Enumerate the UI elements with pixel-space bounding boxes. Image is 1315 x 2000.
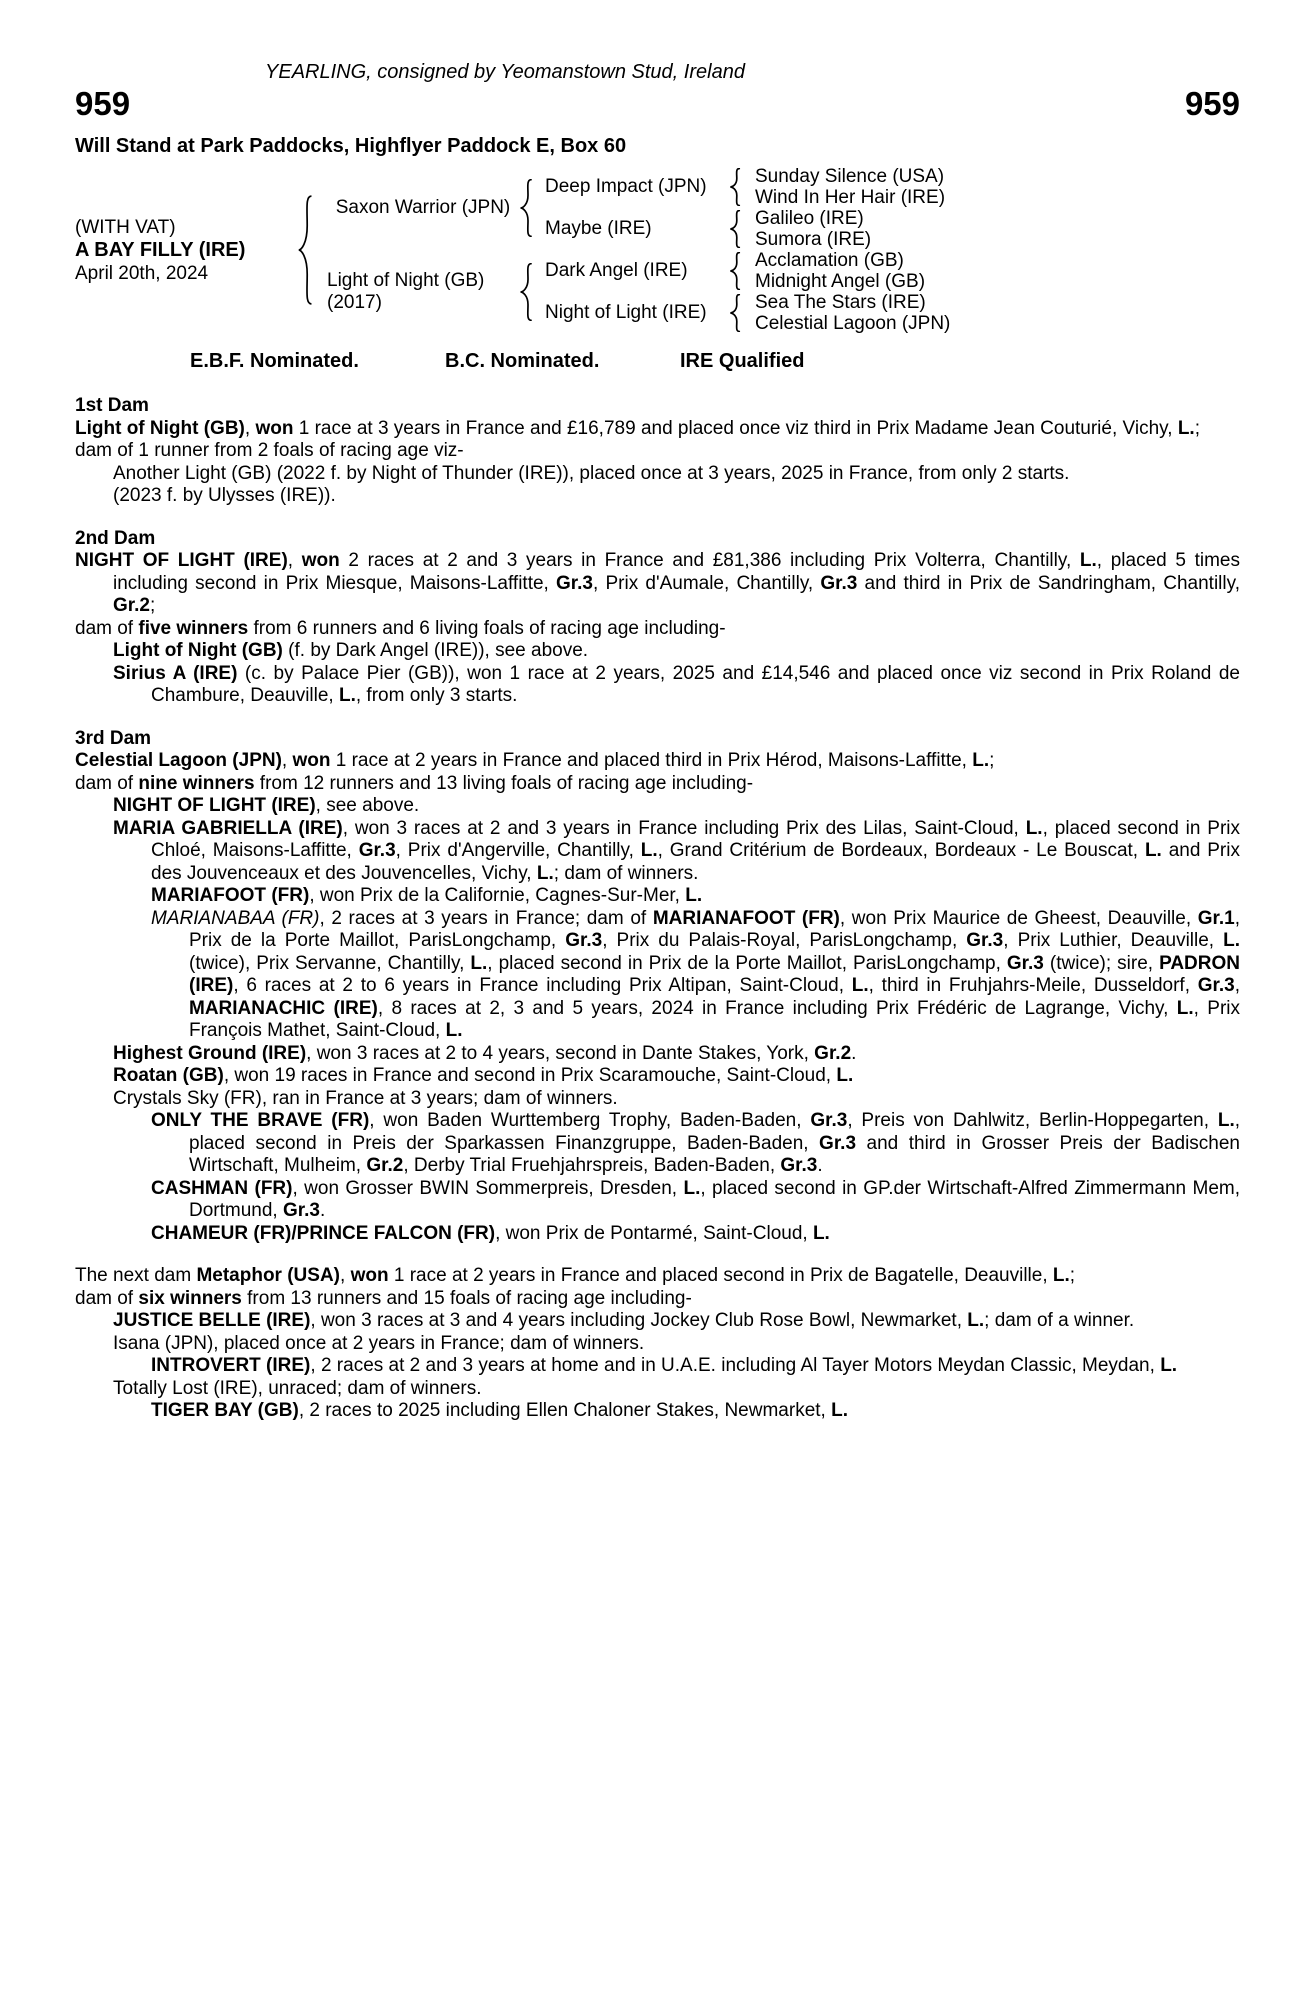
text-segment: ; bbox=[1069, 1265, 1076, 1286]
text-segment: Roatan (GB) bbox=[113, 1065, 224, 1086]
pedigree-paragraph bbox=[75, 440, 1240, 463]
text-segment: , Grand Critérium de Bordeaux, Bordeaux - Le Bouscat, bbox=[657, 840, 1145, 861]
text-segment: (twice); sire, bbox=[1043, 952, 1160, 974]
text-segment: L. bbox=[1177, 417, 1195, 439]
text-segment: TIGER BAY (GB) bbox=[151, 1400, 299, 1421]
text-segment: , placed second in Preis der Sparkassen Finanzgruppe, Baden-Baden, bbox=[189, 1110, 1241, 1154]
text-segment: L. bbox=[836, 1065, 854, 1086]
text-segment: Crystals Sky (FR), ran in France at 3 years; dam of winners. bbox=[113, 1087, 618, 1109]
pedigree-paragraph bbox=[75, 773, 1240, 796]
text-segment: Totally Lost (IRE), unraced; dam of winners. bbox=[113, 1377, 482, 1399]
text-segment: L. bbox=[1217, 1110, 1235, 1131]
text-segment: six winners bbox=[138, 1287, 242, 1309]
text-segment: , see above. bbox=[315, 795, 420, 816]
pedigree-paragraph bbox=[75, 818, 1240, 886]
pedigree-brace-gen2-4 bbox=[729, 292, 755, 334]
pedigree-paragraph bbox=[75, 750, 1240, 773]
dam-section bbox=[75, 1265, 1240, 1423]
text-segment: L. bbox=[1052, 1265, 1070, 1286]
pedigree-paragraph bbox=[75, 550, 1240, 618]
pedigree-paragraph bbox=[75, 1378, 1240, 1401]
text-segment: CHAMEUR (FR)/PRINCE FALCON (FR) bbox=[151, 1222, 496, 1244]
text-segment: 2 races at 2 and 3 years in France and £81,386 including Prix Volterra, Chantilly, bbox=[339, 550, 1080, 571]
text-segment: , Prix d'Aumale, Chantilly, bbox=[593, 572, 821, 594]
pedigree-paragraph bbox=[75, 1110, 1240, 1178]
text-segment: , won 3 races at 2 to 4 years, second in Dante Stakes, York, bbox=[306, 1042, 815, 1064]
text-segment: , third in Fruhjahrs-Meile, Dusseldorf, bbox=[868, 975, 1198, 996]
text-segment: , placed 5 times including second in Prix Miesque, Maisons-Laffitte, bbox=[113, 550, 1240, 594]
text-segment: MARIANAFOOT (FR) bbox=[652, 907, 840, 929]
text-segment: from 6 runners and 6 living foals of racing age including- bbox=[248, 617, 726, 639]
text-segment: Gr.3 bbox=[966, 930, 1004, 951]
text-segment: , won Prix Maurice de Gheest, Deauville, bbox=[839, 907, 1198, 929]
text-segment: Gr.1 bbox=[1197, 907, 1235, 929]
pedigree-table bbox=[75, 166, 1240, 334]
text-segment: Gr.3 bbox=[358, 840, 396, 861]
curly-brace-icon bbox=[297, 195, 314, 305]
text-segment: L. bbox=[1025, 817, 1043, 839]
text-segment: 1 race at 3 years in France and £16,789 and placed once viz third in Prix Madame Jean Couturié, Vichy, bbox=[293, 417, 1178, 439]
text-segment: L. bbox=[1223, 930, 1241, 951]
curly-brace-icon bbox=[729, 210, 742, 248]
text-segment: ONLY THE BRAVE (FR) bbox=[151, 1110, 370, 1131]
horse-info-block bbox=[75, 166, 297, 334]
text-segment: Gr.3 bbox=[565, 930, 603, 951]
text-segment: , won Grosser BWIN Sommerpreis, Dresden, bbox=[292, 1177, 684, 1199]
text-segment: , Prix Luthier, Deauville, bbox=[1003, 930, 1224, 951]
pedigree-paragraph bbox=[75, 1310, 1240, 1333]
text-segment: 1 race at 2 years in France and placed second in Prix de Bagatelle, Deauville, bbox=[388, 1265, 1053, 1286]
text-segment: MARIA GABRIELLA (IRE) bbox=[113, 817, 343, 839]
curly-brace-icon bbox=[519, 179, 534, 237]
text-segment: Gr.3 bbox=[819, 1132, 857, 1154]
curly-brace-icon bbox=[729, 252, 742, 290]
text-segment: Gr.3 bbox=[556, 572, 594, 594]
pedigree-paragraph bbox=[75, 1400, 1240, 1423]
text-segment: NIGHT OF LIGHT (IRE) bbox=[75, 550, 288, 571]
pedigree-brace-dam bbox=[519, 250, 545, 334]
text-segment: , bbox=[281, 750, 293, 771]
bc-nominated-label: B.C. Nominated. bbox=[445, 350, 600, 372]
text-segment: CASHMAN (FR) bbox=[151, 1177, 293, 1199]
text-segment: L. bbox=[536, 862, 554, 884]
text-segment: Another Light (GB) (2022 f. by Night of Thunder (IRE)), placed once at 3 years, 2025 in France, from only 2 starts. bbox=[113, 462, 1070, 484]
text-segment: JUSTICE BELLE (IRE) bbox=[113, 1310, 311, 1331]
text-segment: ; dam of winners. bbox=[553, 862, 699, 884]
pedigree-brace-gen2-3 bbox=[729, 250, 755, 292]
pedigree-brace-gen2-2 bbox=[729, 208, 755, 250]
text-segment: Light of Night (GB) bbox=[75, 417, 245, 439]
text-segment: Gr.3 bbox=[282, 1200, 320, 1221]
text-segment: L. bbox=[1160, 1355, 1178, 1376]
text-segment: , Preis von Dahlwitz, Berlin-Hoppegarten, bbox=[847, 1110, 1218, 1131]
text-segment: Gr.3 bbox=[820, 572, 858, 594]
text-segment: , from only 3 starts. bbox=[355, 685, 518, 706]
text-segment: and third in Grosser Preis der Badischen Wirtschaft, Mulheim, bbox=[189, 1132, 1240, 1176]
dam-sections bbox=[75, 395, 1240, 1423]
pedigree-paragraph bbox=[75, 663, 1240, 708]
text-segment: five winners bbox=[138, 617, 249, 639]
pedigree-gen3-6: Midnight Angel (GB) bbox=[755, 270, 926, 292]
text-segment: , 2 races to 2025 including Ellen Chaloner Stakes, Newmarket, bbox=[298, 1400, 832, 1421]
text-segment: , bbox=[244, 417, 256, 439]
text-segment: L. bbox=[683, 1177, 701, 1199]
text-segment: and third in Prix de Sandringham, Chantilly, bbox=[857, 572, 1240, 594]
text-segment: L. bbox=[1176, 997, 1194, 1019]
text-segment: Gr.3 bbox=[1006, 952, 1044, 974]
pedigree-paragraph bbox=[75, 640, 1240, 663]
text-segment: , 2 races at 3 years in France; dam of bbox=[319, 907, 653, 929]
ire-qualified-label: IRE Qualified bbox=[680, 350, 805, 372]
text-segment: ; bbox=[1194, 417, 1200, 439]
text-segment: MARIANABAA (FR) bbox=[151, 907, 320, 929]
text-segment: , bbox=[340, 1265, 351, 1286]
pedigree-brace-sire bbox=[519, 166, 545, 250]
pedigree-gen2-4: Night of Light (IRE) bbox=[545, 302, 707, 323]
pedigree-gen2-1: Deep Impact (JPN) bbox=[545, 176, 707, 197]
curly-brace-icon bbox=[729, 294, 742, 332]
sire-name: Saxon Warrior (JPN) bbox=[335, 197, 511, 218]
pedigree-gen3-1: Sunday Silence (USA) bbox=[755, 165, 945, 187]
text-segment: Sirius A (IRE) bbox=[113, 662, 238, 684]
text-segment: , won 3 races at 2 and 3 years in France including Prix des Lilas, Saint-Cloud, bbox=[342, 817, 1026, 839]
text-segment: , 6 races at 2 to 6 years in France including Prix Altipan, Saint-Cloud, bbox=[233, 975, 852, 996]
pedigree-paragraph bbox=[75, 1043, 1240, 1066]
pedigree-dam bbox=[327, 250, 519, 334]
dam-section bbox=[75, 728, 1240, 1246]
text-segment: PADRON (IRE) bbox=[189, 952, 1241, 996]
text-segment: nine winners bbox=[138, 772, 255, 794]
text-segment: Isana (JPN), placed once at 2 years in France; dam of winners. bbox=[113, 1332, 645, 1354]
pedigree-paragraph bbox=[75, 1288, 1240, 1311]
text-segment: , placed second in Prix Chloé, Maisons-Laffitte, bbox=[151, 817, 1240, 861]
text-segment: L. bbox=[1144, 840, 1162, 861]
vat-note: (WITH VAT) bbox=[75, 216, 176, 238]
text-segment: (2023 f. by Ulysses (IRE)). bbox=[113, 485, 336, 506]
foal-date: April 20th, 2024 bbox=[75, 262, 209, 284]
text-segment: . bbox=[319, 1200, 326, 1221]
dam-section bbox=[75, 395, 1240, 508]
text-segment: , bbox=[1234, 975, 1240, 996]
text-segment: , Prix François Mathet, Saint-Cloud, bbox=[189, 997, 1240, 1041]
pedigree-gen3-2: Wind In Her Hair (IRE) bbox=[755, 186, 946, 208]
pedigree-sire bbox=[327, 166, 519, 250]
text-segment: , won Baden Wurttemberg Trophy, Baden-Baden, bbox=[369, 1110, 811, 1131]
text-segment: , placed second in Prix de la Porte Maillot, ParisLongchamp, bbox=[487, 952, 1007, 974]
text-segment: , won 3 races at 3 and 4 years including Jockey Club Rose Bowl, Newmarket, bbox=[310, 1310, 968, 1331]
text-segment: (c. by Palace Pier (GB)), won 1 race at 2 years, 2025 and £14,546 and placed once viz second in Prix Roland de Chambure, Deauville, bbox=[151, 662, 1240, 706]
text-segment: from 12 runners and 13 living foals of racing age including- bbox=[254, 772, 754, 794]
text-segment: L. bbox=[831, 1400, 848, 1421]
pedigree-paragraph bbox=[75, 908, 1240, 1043]
text-segment: L. bbox=[640, 840, 658, 861]
pedigree-paragraph bbox=[75, 1355, 1240, 1378]
text-segment: , placed second in GP.der Wirtschaft-Alfred Zimmermann Mem, Dortmund, bbox=[189, 1177, 1240, 1221]
text-segment: , 8 races at 2, 3 and 5 years, 2024 in France including Prix Frédéric de Lagrange, Vichy, bbox=[377, 997, 1177, 1019]
pedigree-brace-gen2-1 bbox=[729, 166, 755, 208]
text-segment: Gr.3 bbox=[1197, 975, 1235, 996]
pedigree-paragraph bbox=[75, 1178, 1240, 1223]
text-segment: won bbox=[301, 550, 340, 571]
text-segment: L. bbox=[972, 750, 990, 771]
text-segment: won bbox=[350, 1265, 389, 1286]
dam-year: (2017) bbox=[327, 292, 382, 313]
text-segment: won bbox=[255, 417, 294, 439]
pedigree-paragraph bbox=[75, 485, 1240, 508]
stand-location-line: Will Stand at Park Paddocks, Highflyer Paddock E, Box 60 bbox=[75, 135, 627, 157]
dam-name: Light of Night (GB) bbox=[327, 270, 485, 291]
pedigree-gen3-3: Galileo (IRE) bbox=[755, 207, 864, 229]
text-segment: ; dam of a winner. bbox=[984, 1310, 1135, 1331]
pedigree-gen3-7: Sea The Stars (IRE) bbox=[755, 291, 926, 313]
text-segment: ; bbox=[149, 595, 156, 616]
pedigree-gen3-4: Sumora (IRE) bbox=[755, 228, 872, 250]
pedigree-paragraph bbox=[75, 1265, 1240, 1288]
text-segment: Highest Ground (IRE) bbox=[113, 1042, 307, 1064]
pedigree-paragraph bbox=[75, 463, 1240, 486]
text-segment: Gr.3 bbox=[780, 1155, 818, 1176]
text-segment: dam of 1 runner from 2 foals of racing age viz- bbox=[75, 440, 464, 461]
text-segment: L. bbox=[851, 975, 869, 996]
pedigree-brace-root bbox=[297, 166, 327, 334]
text-segment: and Prix des Jouvenceaux et des Jouvencelles, Vichy, bbox=[151, 840, 1240, 884]
text-segment: dam of bbox=[75, 617, 139, 639]
pedigree-gen2-2: Maybe (IRE) bbox=[545, 218, 652, 239]
text-segment: , Prix de la Porte Maillot, ParisLongchamp, bbox=[189, 907, 1240, 951]
text-segment: , Prix d'Angerville, Chantilly, bbox=[395, 840, 641, 861]
lot-number-left: 959 bbox=[75, 85, 131, 122]
text-segment: L. bbox=[445, 1020, 463, 1041]
text-segment: NIGHT OF LIGHT (IRE) bbox=[113, 795, 316, 816]
text-segment: MARIAFOOT (FR) bbox=[151, 885, 310, 906]
text-segment: MARIANACHIC (IRE) bbox=[189, 997, 378, 1019]
pedigree-paragraph bbox=[75, 618, 1240, 641]
text-segment: L. bbox=[812, 1222, 830, 1244]
horse-description: A BAY FILLY (IRE) bbox=[75, 238, 246, 261]
curly-brace-icon bbox=[519, 263, 534, 321]
text-segment: , 2 races at 2 and 3 years at home and in U.A.E. including Al Tayer Motors Meydan Classic, Meydan, bbox=[310, 1355, 1161, 1376]
lot-number-row bbox=[75, 86, 1240, 122]
ebf-nominated-label: E.B.F. Nominated. bbox=[190, 350, 359, 372]
text-segment: , won 19 races in France and second in Prix Scaramouche, Saint-Cloud, bbox=[223, 1065, 837, 1086]
text-segment: from 13 runners and 15 foals of racing age including- bbox=[241, 1287, 692, 1309]
text-segment: L. bbox=[1079, 550, 1097, 571]
text-segment: , Derby Trial Fruehjahrspreis, Baden-Baden, bbox=[403, 1155, 781, 1176]
lot-number-right: 959 bbox=[1184, 85, 1240, 122]
text-segment: L. bbox=[967, 1310, 985, 1331]
text-segment: Metaphor (USA) bbox=[196, 1265, 341, 1286]
text-segment: Gr.2 bbox=[366, 1155, 404, 1176]
text-segment: L. bbox=[685, 885, 703, 906]
pedigree-paragraph bbox=[75, 1088, 1240, 1111]
section-heading: 1st Dam bbox=[75, 395, 149, 416]
nominations-line bbox=[75, 349, 1240, 373]
curly-brace-icon bbox=[729, 168, 742, 206]
section-heading: 3rd Dam bbox=[75, 727, 152, 749]
text-segment: The next dam bbox=[75, 1265, 197, 1286]
pedigree-paragraph bbox=[75, 1065, 1240, 1088]
text-segment: (f. by Dark Angel (IRE)), see above. bbox=[282, 640, 589, 661]
text-segment: , bbox=[287, 550, 302, 571]
pedigree-paragraph bbox=[75, 418, 1240, 441]
text-segment: won bbox=[292, 750, 331, 771]
text-segment: L. bbox=[338, 685, 356, 706]
text-segment: , Prix du Palais-Royal, ParisLongchamp, bbox=[602, 930, 967, 951]
pedigree-gen3-8: Celestial Lagoon (JPN) bbox=[755, 312, 951, 334]
pedigree-paragraph bbox=[75, 795, 1240, 818]
section-heading: 2nd Dam bbox=[75, 527, 156, 549]
dam-section bbox=[75, 528, 1240, 708]
text-segment: , won Prix de Pontarmé, Saint-Cloud, bbox=[495, 1222, 813, 1244]
text-segment: dam of bbox=[75, 772, 139, 794]
text-segment: INTROVERT (IRE) bbox=[151, 1355, 311, 1376]
text-segment: Celestial Lagoon (JPN) bbox=[75, 750, 282, 771]
text-segment: ; bbox=[989, 750, 995, 771]
text-segment: Gr.3 bbox=[810, 1110, 848, 1131]
text-segment: 1 race at 2 years in France and placed third in Prix Hérod, Maisons-Laffitte, bbox=[330, 750, 973, 771]
text-segment: . bbox=[817, 1155, 823, 1176]
text-segment: (twice), Prix Servanne, Chantilly, bbox=[189, 952, 471, 974]
pedigree-gen3-5: Acclamation (GB) bbox=[755, 249, 904, 271]
pedigree-paragraph bbox=[75, 885, 1240, 908]
text-segment: Light of Night (GB) bbox=[113, 640, 283, 661]
pedigree-paragraph bbox=[75, 1333, 1240, 1356]
text-segment: Gr.2 bbox=[113, 595, 150, 616]
text-segment: Gr.2 bbox=[814, 1042, 852, 1064]
text-segment: . bbox=[851, 1042, 857, 1064]
text-segment: L. bbox=[470, 952, 488, 974]
text-segment: , won Prix de la Californie, Cagnes-Sur-Mer, bbox=[309, 885, 686, 906]
text-segment: dam of bbox=[75, 1287, 139, 1309]
consignor-line: YEARLING, consigned by Yeomanstown Stud, Ireland bbox=[265, 61, 745, 83]
pedigree-paragraph bbox=[75, 1223, 1240, 1246]
pedigree-gen2-3: Dark Angel (IRE) bbox=[545, 260, 688, 281]
